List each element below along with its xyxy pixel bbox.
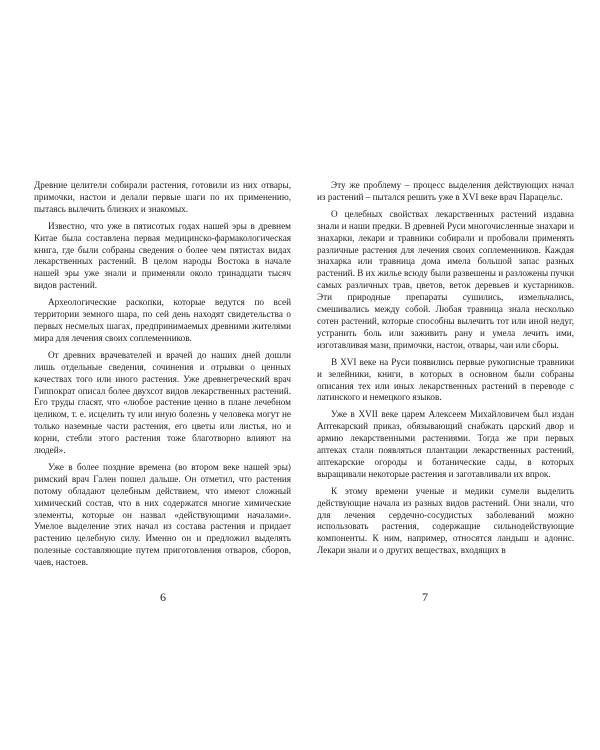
page-number-left: 6 <box>160 590 166 604</box>
right-page <box>317 180 574 562</box>
left-page <box>34 180 291 574</box>
right-paragraph-4: Уже в XVII веке царем Алексеем Михайловичем был издан Аптекарский приказ, обязывающий снабжать царский двор и армию лекарственными растениями. Тогда же при первых аптеках стали появляться плантации лекарственных растений, аптекарские огороды и ботанические сады, в которых выращивали некоторые растения и заготавливали их впрок. <box>317 409 574 479</box>
left-paragraph-5: Уже в более поздние времена (во втором веке нашей эры) римский врач Гален пошел дальше. Он отметил, что растения потому обладают целебным действием, что имеют сложный химический состав, что в них содержатся многие химические элементы, которые он назвал «действующими началами». Умелое выделение этих начал из состава растения и придает растению целебную силу. Именно он и предложил выделять полезные составляющие путем приготовления отваров, сборов, чаев, настоев. <box>34 461 291 568</box>
page-number-right: 7 <box>422 590 428 604</box>
right-paragraph-1: Эту же проблему – процесс выделения действующих начал из растений – пытался решить уже в XVI веке врач Парацельс. <box>317 180 574 202</box>
right-paragraph-2: О целебных свойствах лекарственных растений издавна знали и наши предки. В древней Руси многочисленные знахари и знахарки, лекари и травники собирали и пробовали применять различные растения для лечения своих соплеменников. Каждая знахарка или травница дома имела большой запас разных растений. В их жилье всюду были развешены и разложены пучки самых различных трав, цветов, веток деревьев и кустарников. Эти природные препараты сушились, измельчались, смешивались между собой. Любая травница знала несколько сотен растений, которые способны вылечить тот или иной недуг, устранить боль или заживить рану и умела лечить ими, изготавливая мази, примочки, настои, отвары, чаи или сборы. <box>317 208 574 350</box>
left-paragraph-2: Известно, что уже в пятисотых годах нашей эры в древнем Китае была составлена первая медицинско-фармакологическая книга, где были собраны сведения о более чем пятистах видах лекарственных растений. В целом народы Востока в начале нашей эры уже знали и применяли около тринадцати тысяч видов растений. <box>34 220 291 291</box>
left-paragraph-3: Археологические раскопки, которые ведутся по всей территории земного шара, по сей день находят свидетельства о первых несмелых шагах, предпринимаемых древними жителями мира для лечения своих соплеменников. <box>34 297 291 343</box>
left-paragraph-4: От древних врачевателей и врачей до наших дней дошли лишь отдельные сведения, сочинения и отрывки о ценных качествах того или иного растения. Уже древнегреческий врач Гиппократ описал более двухсот видов лекарственных растений. Его труды гласят, что «любое растение ценно в плане лечебном целиком, т. е. исцелить ту или иную болезнь у человека могут не только наземные части растения, его цветы или листья, но и корни, стебли этого растения тоже благотворно влияют на людей». <box>34 349 291 456</box>
left-paragraph-1: Древние целители собирали растения, готовили из них отвары, примочки, настои и делали первые шаги по их применению, пытаясь вылечить близких и знакомых. <box>34 180 291 214</box>
right-paragraph-5: К этому времени ученые и медики сумели выделить действующие начала из разных видов растений. Они знали, что для лечения сердечно-сосудистых заболеваний можно использовать растения, содержащие сильнодействующие компоненты. К ним, например, относятся ландыш и адонис. Лекари знали и о других веществах, входящих в <box>317 485 574 556</box>
right-paragraph-3: В XVI веке на Руси появились первые рукописные травники и зелейники, книги, в которых в основном были собраны описания тех или иных лекарственных растений в переводе с латинского и немецкого языков. <box>317 356 574 403</box>
